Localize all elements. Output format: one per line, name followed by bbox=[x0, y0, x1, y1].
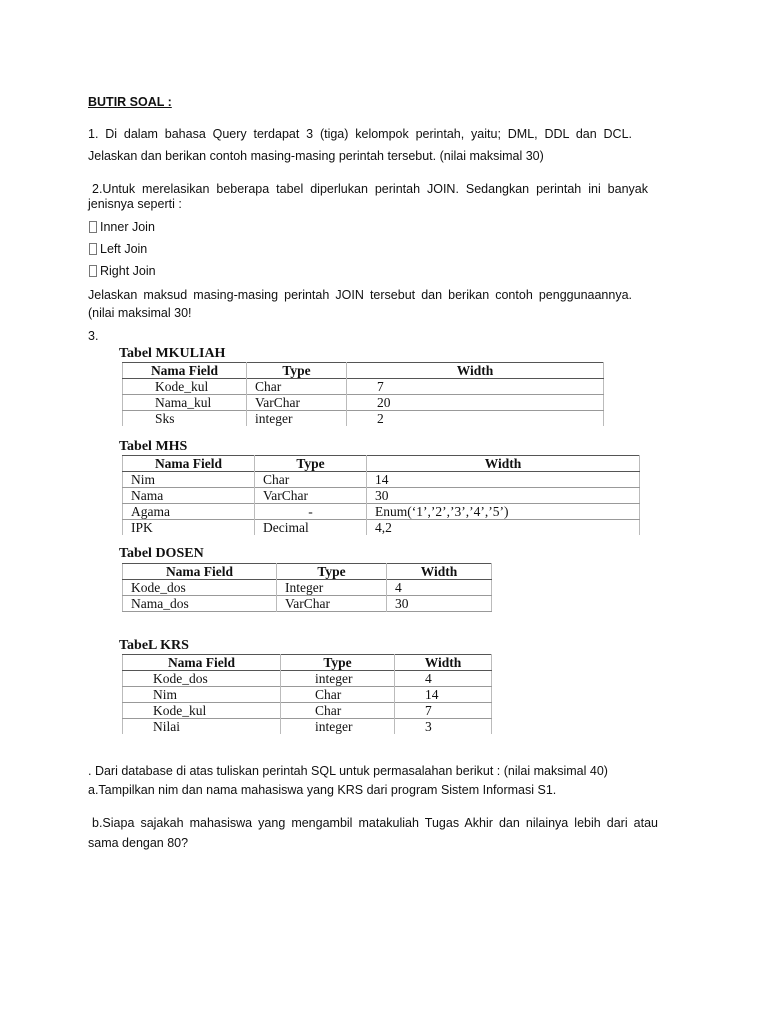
column-header: Type bbox=[255, 456, 367, 472]
column-header: Width bbox=[456, 363, 494, 378]
table-cell: Nim bbox=[123, 687, 281, 703]
table-mkuliah bbox=[122, 362, 604, 426]
table-row bbox=[123, 671, 492, 687]
table-cell: integer bbox=[247, 411, 347, 427]
table-cell: Nim bbox=[123, 472, 255, 488]
bullet-right-join bbox=[89, 264, 156, 278]
table-cell: 20 bbox=[377, 395, 391, 410]
table-cell: Nama_dos bbox=[123, 596, 277, 612]
table-cell: Kode_dos bbox=[123, 671, 281, 687]
column-header: Type bbox=[281, 655, 395, 671]
table-cell: 14 bbox=[425, 687, 439, 702]
column-header: Type bbox=[277, 564, 387, 580]
bullet-left-join bbox=[89, 242, 147, 256]
question-1-line-2: Jelaskan dan berikan contoh masing-masing perintah tersebut. (nilai maksimal 30) bbox=[88, 149, 544, 163]
table-cell: 4,2 bbox=[375, 520, 392, 535]
question-4-line-4: sama dengan 80? bbox=[88, 836, 189, 850]
table-header-row bbox=[123, 456, 640, 472]
table-row bbox=[123, 520, 640, 536]
question-2-line-4: (nilai maksimal 30! bbox=[88, 306, 192, 320]
table-row bbox=[123, 379, 604, 395]
table-cell: 4 bbox=[395, 580, 402, 595]
bullet-label: Inner Join bbox=[100, 220, 155, 234]
table-cell: integer bbox=[281, 671, 395, 687]
table-cell: integer bbox=[281, 719, 395, 735]
column-header: Width bbox=[424, 655, 462, 670]
bullet-label: Left Join bbox=[100, 242, 148, 256]
table-row bbox=[123, 580, 492, 596]
table-cell: VarChar bbox=[277, 596, 387, 612]
table-cell: 30 bbox=[395, 596, 409, 611]
table-cell: Kode_kul bbox=[123, 703, 281, 719]
column-header: Width bbox=[484, 456, 522, 471]
table-dosen bbox=[122, 563, 492, 612]
table-header-row bbox=[123, 655, 492, 671]
table-cell: - bbox=[255, 504, 367, 520]
bullet-box-icon bbox=[89, 243, 97, 255]
question-4-line-2: a.Tampilkan nim dan nama mahasiswa yang KRS dari program Sistem Informasi S1. bbox=[88, 783, 557, 797]
table-cell: Sks bbox=[123, 411, 247, 427]
column-header: Nama Field bbox=[123, 456, 255, 472]
table-cell: Decimal bbox=[255, 520, 367, 536]
table-cell: Char bbox=[255, 472, 367, 488]
question-4-line-3: b.Siapa sajakah mahasiswa yang mengambil matakuliah Tugas Akhir dan nilainya lebih dari atau bbox=[92, 816, 658, 830]
table-krs-title: TabeL KRS bbox=[119, 638, 189, 653]
section-heading: BUTIR SOAL : bbox=[88, 95, 172, 109]
column-header: Nama Field bbox=[123, 564, 277, 580]
table-cell: Kode_dos bbox=[123, 580, 277, 596]
table-mhs-title: Tabel MHS bbox=[119, 439, 188, 454]
table-cell: 14 bbox=[375, 472, 389, 487]
column-header: Nama Field bbox=[123, 655, 281, 671]
table-cell: 2 bbox=[377, 411, 384, 426]
table-row bbox=[123, 703, 492, 719]
table-cell: Nilai bbox=[123, 719, 281, 735]
table-row bbox=[123, 687, 492, 703]
table-cell: IPK bbox=[123, 520, 255, 536]
table-cell: Enum(‘1’,’2’,’3’,’4’,’5’) bbox=[375, 504, 509, 519]
table-cell: 7 bbox=[377, 379, 384, 394]
table-header-row bbox=[123, 564, 492, 580]
table-dosen-title: Tabel DOSEN bbox=[119, 546, 204, 561]
table-cell: VarChar bbox=[247, 395, 347, 411]
table-cell: Char bbox=[281, 687, 395, 703]
column-header: Width bbox=[420, 564, 458, 579]
question-2-line-2: jenisnya seperti : bbox=[88, 197, 182, 211]
column-header: Type bbox=[247, 363, 347, 379]
table-cell: Char bbox=[281, 703, 395, 719]
table-cell: VarChar bbox=[255, 488, 367, 504]
table-row bbox=[123, 596, 492, 612]
table-cell: 30 bbox=[375, 488, 389, 503]
question-3-label: 3. bbox=[88, 329, 99, 343]
column-header: Nama Field bbox=[123, 363, 247, 379]
table-cell: Kode_kul bbox=[123, 379, 247, 395]
table-mkuliah-title: Tabel MKULIAH bbox=[119, 346, 226, 361]
table-row bbox=[123, 395, 604, 411]
table-header-row bbox=[123, 363, 604, 379]
bullet-label: Right Join bbox=[100, 264, 156, 278]
table-row bbox=[123, 504, 640, 520]
table-cell: Integer bbox=[277, 580, 387, 596]
table-mhs bbox=[122, 455, 640, 535]
question-4-line-1: . Dari database di atas tuliskan perintah SQL untuk permasalahan berikut : (nilai maksimal 40) bbox=[88, 764, 608, 778]
table-cell: Agama bbox=[123, 504, 255, 520]
table-cell: Char bbox=[247, 379, 347, 395]
table-cell: Nama bbox=[123, 488, 255, 504]
table-row bbox=[123, 472, 640, 488]
question-2-line-1: 2.Untuk merelasikan beberapa tabel diperlukan perintah JOIN. Sedangkan perintah ini banyak bbox=[92, 182, 648, 196]
table-cell: 3 bbox=[425, 719, 432, 734]
bullet-box-icon bbox=[89, 221, 97, 233]
table-cell: 7 bbox=[425, 703, 432, 718]
table-row bbox=[123, 411, 604, 427]
table-krs bbox=[122, 654, 492, 734]
bullet-box-icon bbox=[89, 265, 97, 277]
bullet-inner-join bbox=[89, 220, 155, 234]
table-row bbox=[123, 488, 640, 504]
table-row bbox=[123, 719, 492, 735]
table-cell: Nama_kul bbox=[123, 395, 247, 411]
question-1-line-1: 1. Di dalam bahasa Query terdapat 3 (tiga) kelompok perintah, yaitu; DML, DDL dan DCL. bbox=[88, 127, 632, 141]
table-cell: 4 bbox=[425, 671, 432, 686]
question-2-line-3: Jelaskan maksud masing-masing perintah JOIN tersebut dan berikan contoh penggunaannya. bbox=[88, 288, 632, 302]
